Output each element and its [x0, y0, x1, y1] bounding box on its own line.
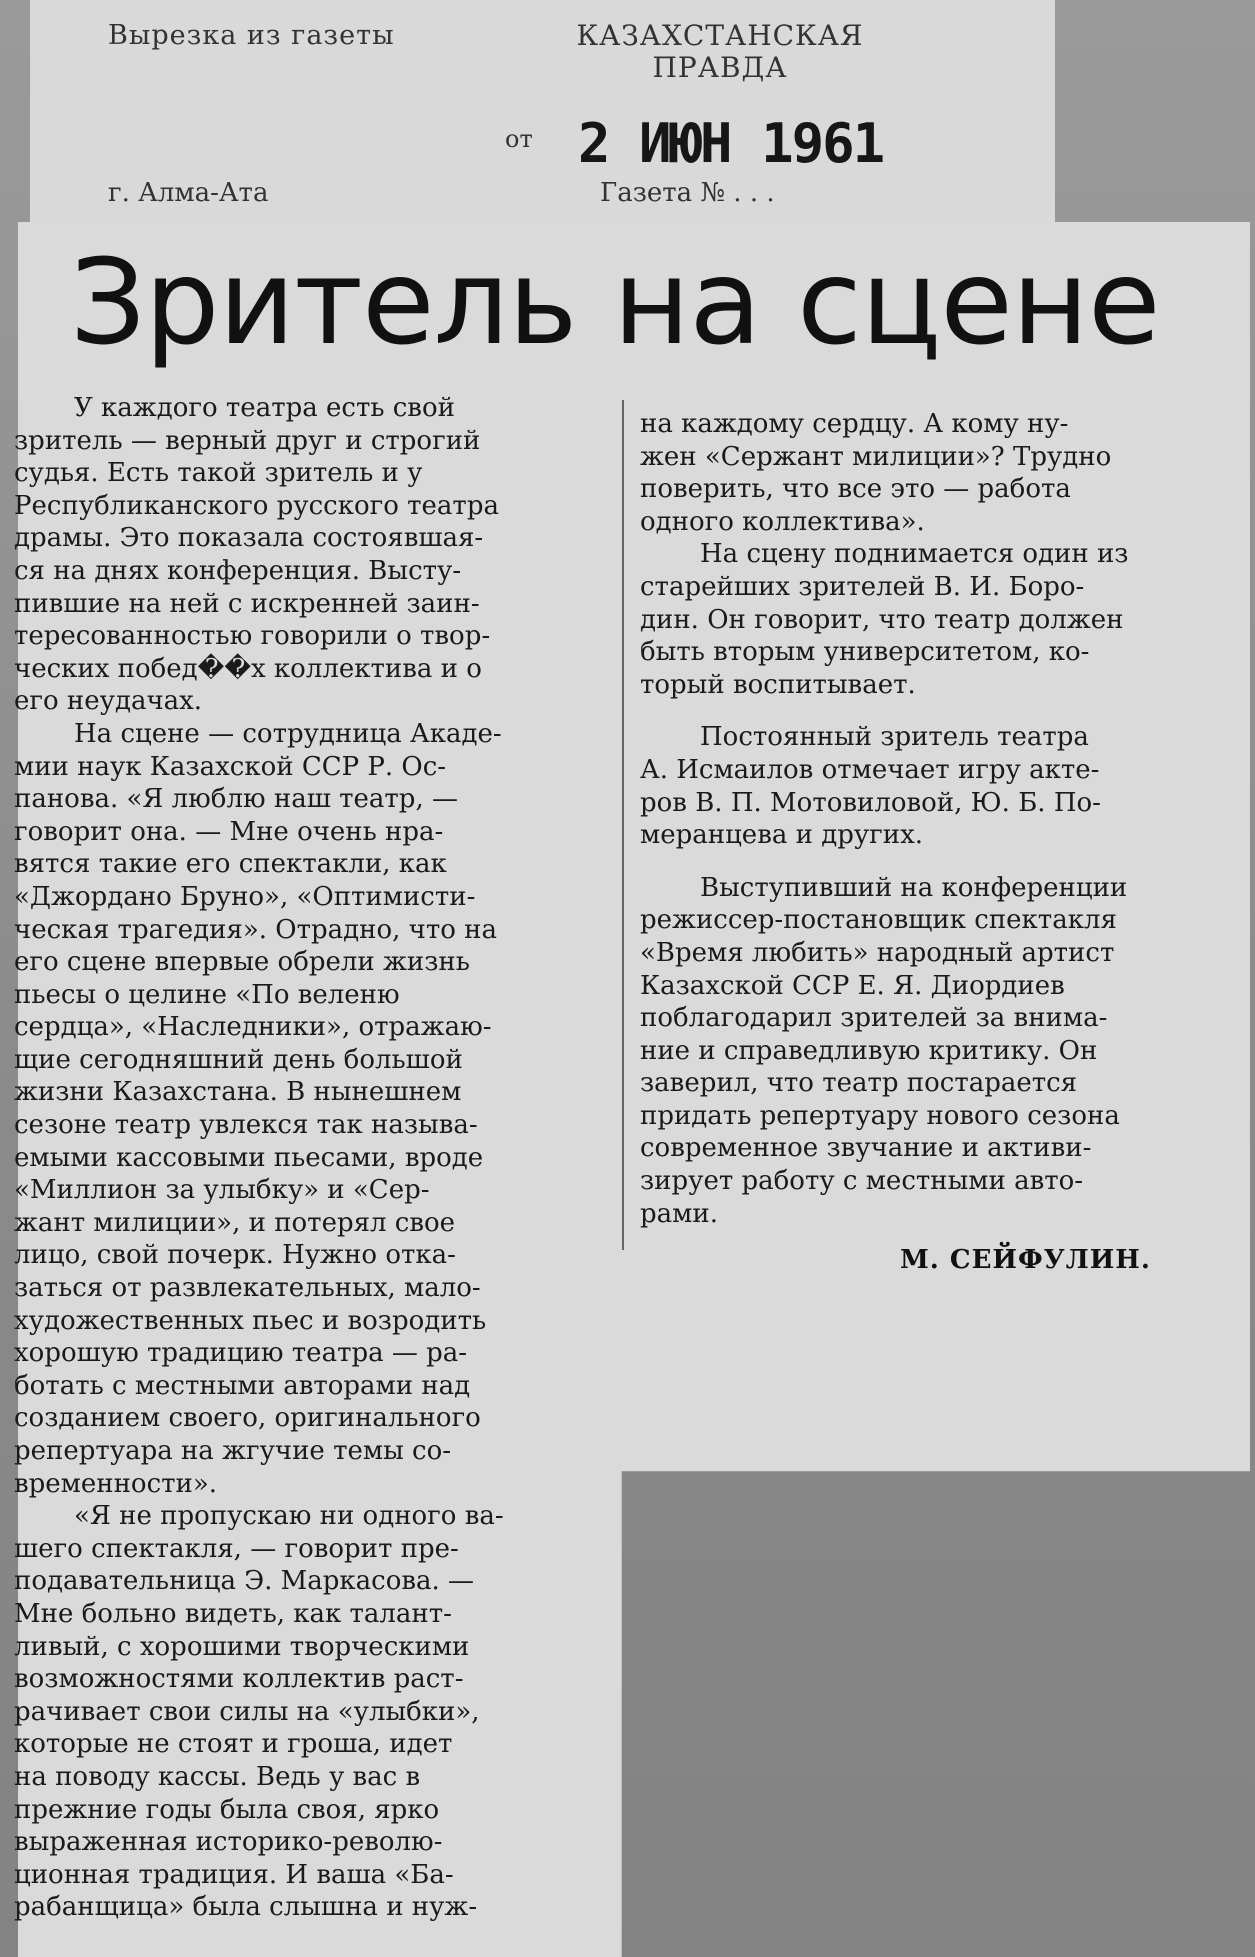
- text-line: пившие на ней с искренней заин-: [14, 588, 480, 619]
- text-line: на каждому сердцу. А кому ну-: [640, 409, 1069, 439]
- text-line: лицо, свой почерк. Нужно отка-: [14, 1240, 456, 1271]
- text-line: жант милиции», и потерял свое: [14, 1207, 456, 1238]
- clipping-label: Вырезка из газеты: [108, 20, 395, 51]
- city-label: г. Алма-Ата: [108, 178, 269, 208]
- text-line: на поводу кассы. Ведь у вас в: [14, 1761, 421, 1792]
- text-line: быть вторым университетом, ко-: [640, 637, 1090, 668]
- newspaper-name-line-2: ПРАВДА: [652, 51, 788, 84]
- text-line: одного коллектива».: [640, 506, 925, 537]
- text-line: рабанщица» была слышна и нуж-: [14, 1892, 478, 1923]
- text-line: созданием своего, оригинального: [14, 1403, 481, 1434]
- text-line: мии наук Казахской ССР Р. Ос-: [14, 751, 447, 782]
- text-line: «Я не пропускаю ни одного ва-: [74, 1501, 504, 1532]
- newspaper-name-line-1: КАЗАХСТАНСКАЯ: [576, 19, 864, 52]
- text-line: Мне больно видеть, как талант-: [14, 1598, 452, 1629]
- paragraph: [14, 718, 610, 1500]
- paragraph: [14, 392, 610, 718]
- paragraph: [640, 408, 1240, 538]
- text-line: художественных пьес и возродить: [14, 1305, 487, 1336]
- text-line: «Миллион за улыбку» и «Сер-: [14, 1175, 430, 1206]
- text-line: ческих побед��х коллектива и о: [14, 653, 482, 684]
- text-line: А. Исмаилов отмечает игру акте-: [640, 754, 1100, 785]
- text-line: На сцене — сотрудница Акаде-: [74, 718, 502, 749]
- text-line: придать репертуару нового сезона: [640, 1100, 1120, 1131]
- text-line: торый воспитывает.: [640, 669, 916, 700]
- text-line: На сцену поднимается один из: [700, 539, 1129, 570]
- text-line: которые не стоят и гроша, идет: [14, 1729, 453, 1760]
- text-line: щие сегодняшний день большой: [14, 1044, 463, 1075]
- clipping-header-slip: [30, 0, 1055, 232]
- text-line: заться от развлекательных, мало-: [14, 1273, 481, 1304]
- text-line: емыми кассовыми пьесами, вроде: [14, 1142, 484, 1173]
- text-line: рами.: [640, 1198, 718, 1229]
- paragraph: [640, 872, 1240, 1231]
- date-prefix: от: [505, 125, 533, 153]
- article-title: Зритель на сцене: [70, 233, 1160, 371]
- right-column: [640, 408, 1240, 1230]
- text-line: Республиканского русского театра: [14, 490, 499, 521]
- author-signature: М. СЕЙФУЛИН.: [900, 1245, 1151, 1275]
- text-line: панова. «Я люблю наш театр, —: [14, 784, 458, 815]
- text-line: жизни Казахстана. В нынешнем: [14, 1077, 462, 1108]
- text-line: сердца», «Наследники», отражаю-: [14, 1012, 492, 1043]
- text-line: Постоянный зритель театра: [700, 722, 1089, 753]
- text-line: ческая трагедия». Отрадно, что на: [14, 914, 497, 945]
- text-line: ливый, с хорошими творческими: [14, 1631, 470, 1662]
- text-line: Казахской ССР Е. Я. Диордиев: [640, 970, 1065, 1001]
- left-column: [14, 392, 610, 1924]
- text-line: шего спектакля, — говорит пре-: [14, 1533, 459, 1564]
- text-line: У каждого театра есть свой: [74, 393, 455, 423]
- text-line: жен «Сержант милиции»? Трудно: [640, 441, 1112, 472]
- paragraph: [640, 538, 1240, 701]
- text-line: меранцева и других.: [640, 820, 924, 851]
- text-line: ся на днях конференция. Высту-: [14, 555, 462, 586]
- text-line: вятся такие его спектакли, как: [14, 849, 447, 880]
- text-line: судья. Есть такой зритель и у: [14, 458, 423, 489]
- text-line: «Время любить» народный артист: [640, 937, 1115, 968]
- text-line: современное звучание и активи-: [640, 1133, 1092, 1164]
- text-line: пьесы о целине «По веленю: [14, 979, 400, 1010]
- text-line: ние и справедливую критику. Он: [640, 1035, 1098, 1066]
- text-line: подавательница Э. Маркасова. —: [14, 1566, 475, 1597]
- text-line: прежние годы была своя, ярко: [14, 1794, 440, 1825]
- text-line: «Джордано Бруно», «Оптимисти-: [14, 881, 476, 912]
- text-line: репертуара на жгучие темы со-: [14, 1436, 452, 1466]
- text-line: его неудачах.: [14, 686, 203, 717]
- text-line: поверить, что все это — работа: [640, 474, 1071, 505]
- text-line: тересованностью говорили о твор-: [14, 621, 491, 652]
- text-line: зритель — верный друг и строгий: [14, 425, 481, 456]
- text-line: ров В. П. Мотовиловой, Ю. Б. По-: [640, 787, 1101, 818]
- text-line: сезоне театр увлекся так называ-: [14, 1110, 478, 1141]
- gazeta-number-label: Газета № . . .: [600, 178, 775, 208]
- text-line: ботать с местными авторами над: [14, 1370, 471, 1401]
- text-line: говорит она. — Мне очень нра-: [14, 816, 444, 847]
- text-line: хорошую традицию театра — ра-: [14, 1338, 468, 1369]
- text-line: дин. Он говорит, что театр должен: [640, 604, 1124, 635]
- text-line: ционная традиция. И ваша «Ба-: [14, 1859, 454, 1890]
- paragraph: [640, 721, 1240, 851]
- text-line: драмы. Это показала состоявшая-: [14, 523, 484, 554]
- text-line: поблагодарил зрителей за внима-: [640, 1003, 1108, 1034]
- text-line: старейших зрителей В. И. Боро-: [640, 571, 1085, 602]
- text-line: временности».: [14, 1468, 218, 1499]
- paragraph: [14, 1500, 610, 1924]
- text-line: зирует работу с местными авто-: [640, 1166, 1084, 1197]
- text-line: заверил, что театр постарается: [640, 1068, 1078, 1099]
- text-line: Выступивший на конференции: [700, 872, 1128, 903]
- text-line: выраженная историко-револю-: [14, 1827, 443, 1858]
- text-line: возможностями коллектив раст-: [14, 1664, 464, 1695]
- text-line: его сцене впервые обрели жизнь: [14, 947, 470, 978]
- newspaper-name: [550, 20, 890, 84]
- text-line: режиссер-постановщик спектакля: [640, 905, 1117, 936]
- column-divider: [622, 400, 624, 1250]
- text-line: рачивает свои силы на «улыбки»,: [14, 1696, 480, 1727]
- date-stamp: 2 ИЮН 1961: [578, 112, 884, 175]
